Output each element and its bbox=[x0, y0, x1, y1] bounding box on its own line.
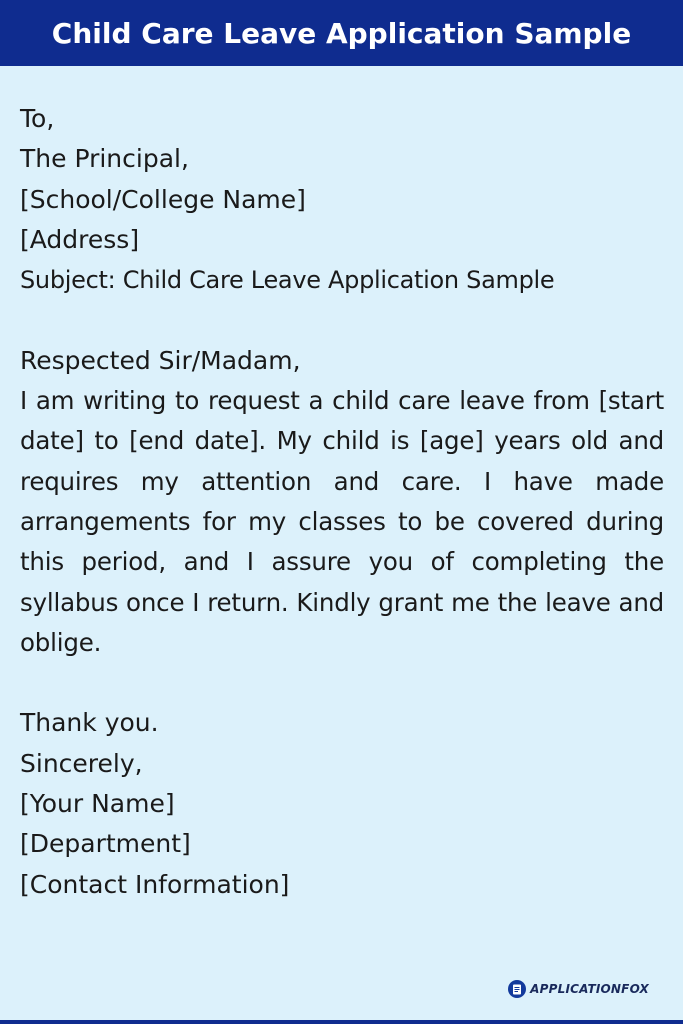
spacer bbox=[20, 663, 664, 703]
letter-recipient: The Principal, bbox=[20, 144, 189, 174]
page-title: Child Care Leave Application Sample bbox=[0, 0, 683, 66]
letter-contact: [Contact Information] bbox=[20, 869, 290, 899]
letter-salutation: Respected Sir/Madam, bbox=[20, 345, 301, 375]
letter-paragraph: I am writing to request a child care leave from [start date] to [end date]. My child is [age] years old and requires my attention and care. I have made arrangements for my classes to be covered during this period, and I assure you of completing the syllabus once I return. Kindly grant me the leave and oblige. bbox=[20, 386, 664, 657]
document-icon bbox=[508, 980, 526, 998]
letter-subject: Subject: Child Care Leave Application Sample bbox=[20, 266, 555, 295]
letter-to: To, bbox=[20, 104, 55, 133]
letter-closing: Sincerely, bbox=[20, 748, 143, 778]
letter-department: [Department] bbox=[20, 829, 191, 859]
brand-logo bbox=[508, 980, 649, 998]
brand-name: APPLICATIONFOX bbox=[530, 982, 649, 996]
letter-name: [Your Name] bbox=[20, 789, 175, 819]
letter-address: [Address] bbox=[20, 224, 140, 254]
spacer bbox=[20, 300, 664, 340]
letter-thanks: Thank you. bbox=[20, 708, 159, 738]
letter-body bbox=[20, 99, 664, 905]
letter-institution: [School/College Name] bbox=[20, 184, 306, 214]
bottom-divider bbox=[0, 1020, 683, 1024]
